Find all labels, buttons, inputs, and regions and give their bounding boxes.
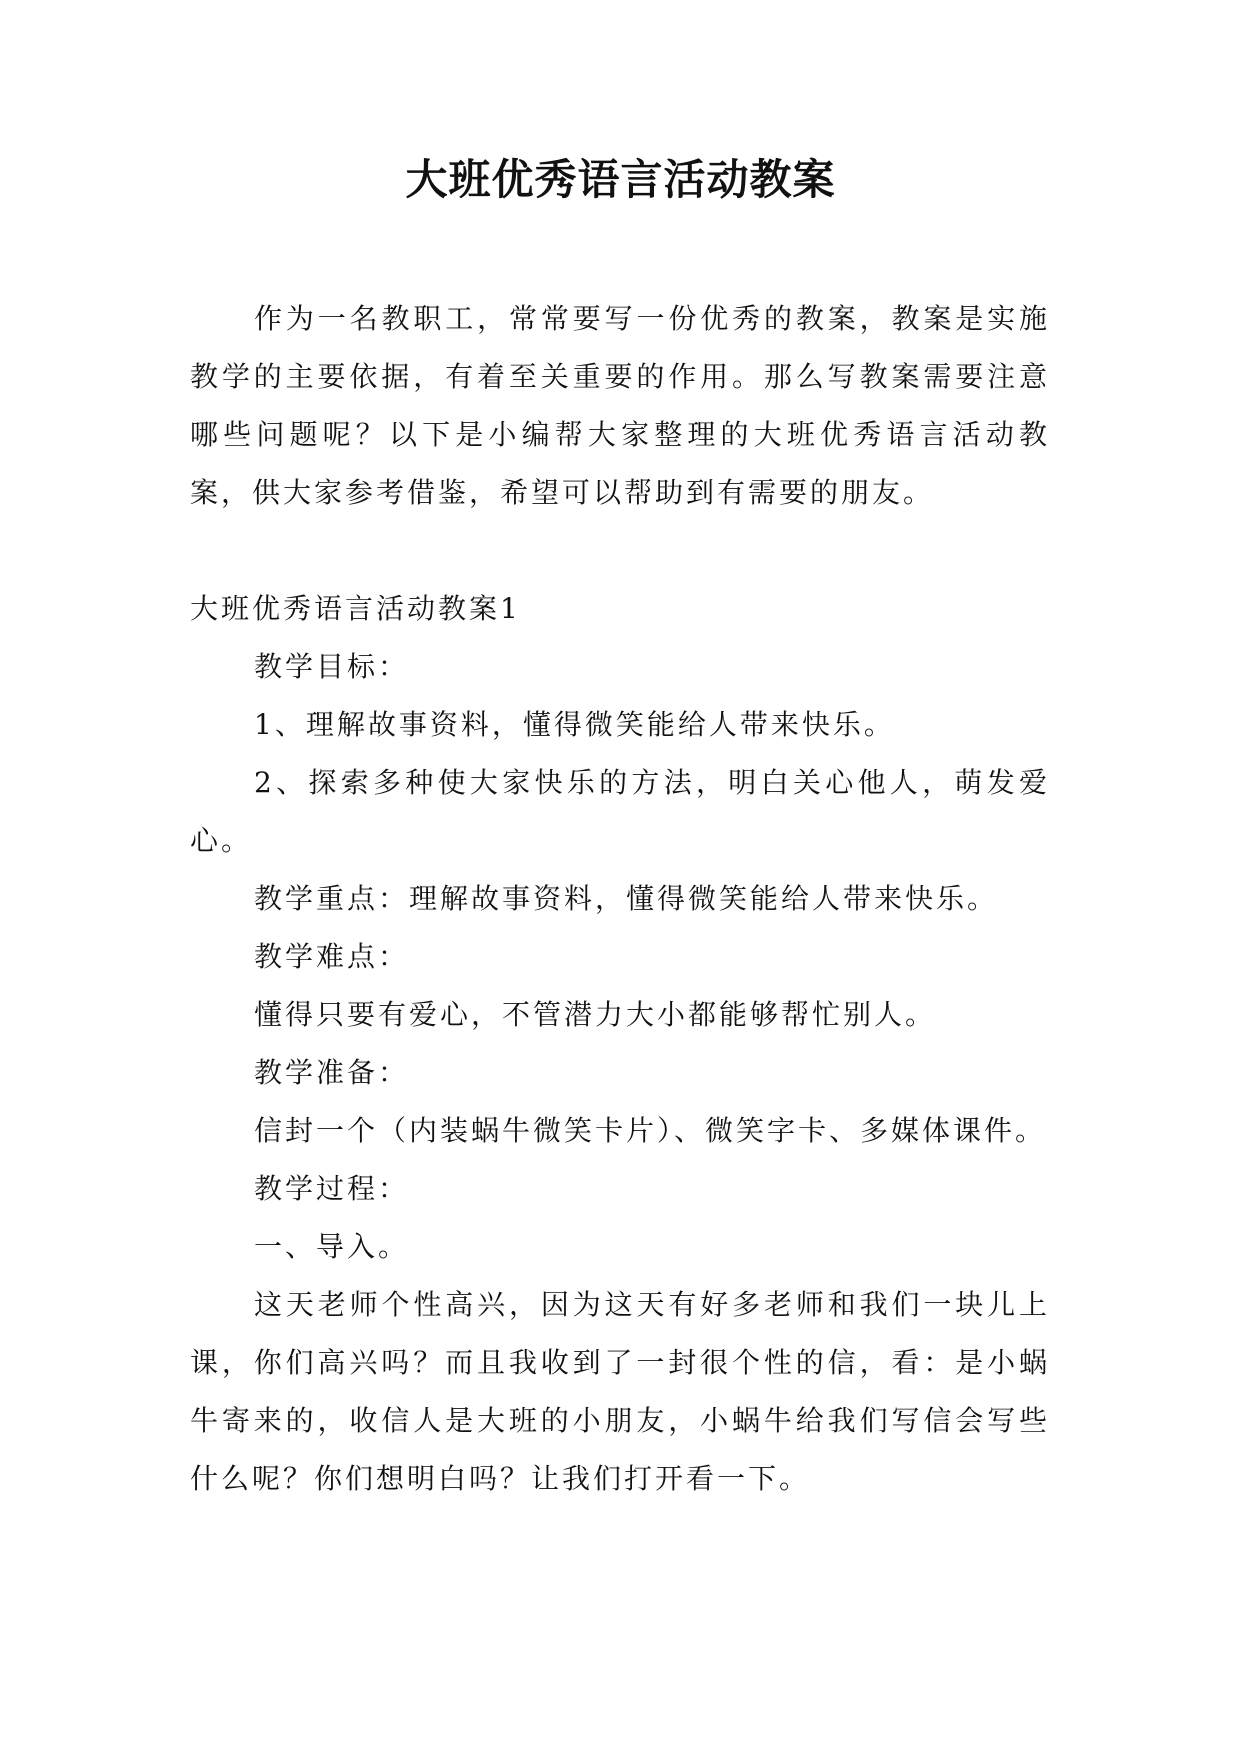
paragraph-goal-1: 1、理解故事资料，懂得微笑能给人带来快乐。 bbox=[254, 708, 895, 741]
paragraph-key-point: 教学重点：理解故事资料，懂得微笑能给人带来快乐。 bbox=[254, 882, 999, 915]
paragraph-step-1-heading: 一、导入。 bbox=[254, 1230, 410, 1263]
paragraph-difficulty-label: 教学难点： bbox=[254, 940, 410, 973]
paragraph-preparation: 信封一个（内装蜗牛微笑卡片）、微笑字卡、多媒体课件。 bbox=[254, 1114, 1047, 1147]
paragraph-step-1-text: 这天老师个性高兴，因为这天有好多老师和我们一块儿上课，你们高兴吗？而且我收到了一封很个性的信，看：是小蜗牛寄来的，收信人是大班的小朋友，小蜗牛给我们写信会写些什么呢？你们想明白吗？让我们打开看一下。 bbox=[190, 1288, 1050, 1495]
paragraph-teaching-goals-label: 教学目标： bbox=[254, 650, 410, 683]
paragraph-process-label: 教学过程： bbox=[254, 1172, 410, 1205]
document-body bbox=[190, 290, 1050, 1508]
section-heading: 大班优秀语言活动教案1 bbox=[190, 592, 521, 625]
document-title: 大班优秀语言活动教案 bbox=[405, 155, 836, 204]
intro-paragraph: 作为一名教职工，常常要写一份优秀的教案，教案是实施教学的主要依据，有着至关重要的作用。那么写教案需要注意哪些问题呢？以下是小编帮大家整理的大班优秀语言活动教案，供大家参考借鉴，希望可以帮助到有需要的朋友。 bbox=[190, 302, 1050, 509]
paragraph-difficulty: 懂得只要有爱心，不管潜力大小都能够帮忙别人。 bbox=[254, 998, 937, 1031]
paragraph-preparation-label: 教学准备： bbox=[254, 1056, 410, 1089]
paragraph-goal-2: 2、探索多种使大家快乐的方法，明白关心他人，萌发爱心。 bbox=[190, 766, 1050, 857]
